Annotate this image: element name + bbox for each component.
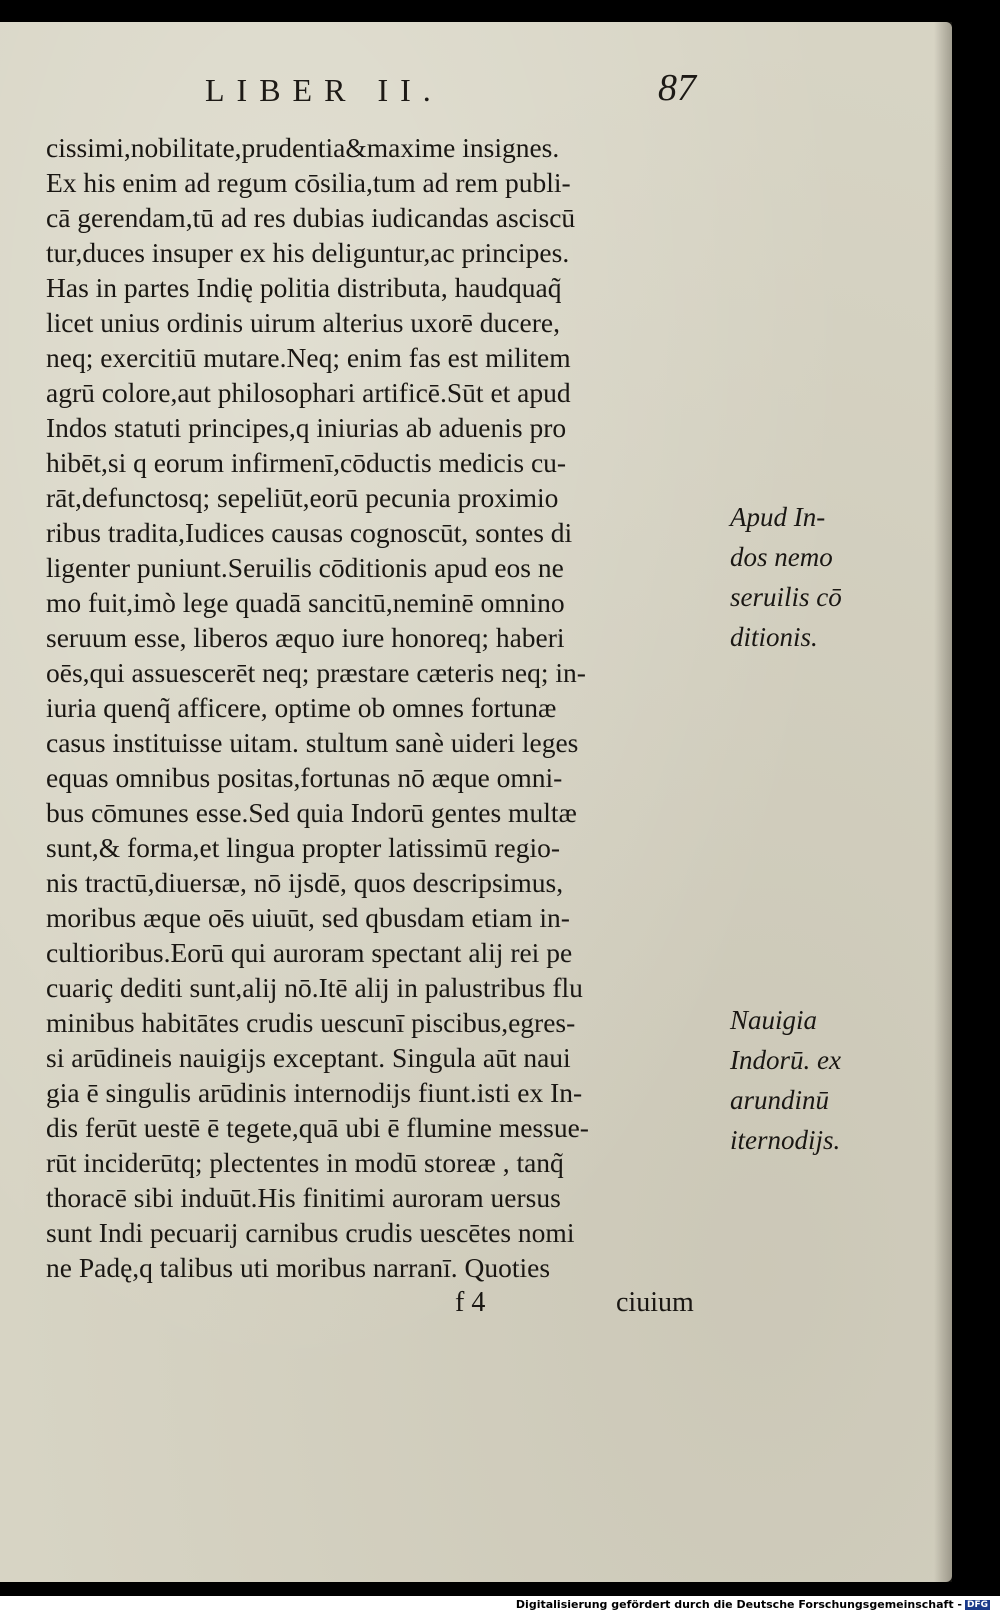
margin-note-line: Indorū. ex <box>730 1045 841 1075</box>
text-line: seruum esse, liberos æquo iure honoreq; haberi <box>46 622 565 653</box>
text-line: sunt,& forma,et lingua propter latissimū regio- <box>46 832 560 863</box>
margin-note-line: iternodijs. <box>730 1125 841 1155</box>
text-line: sunt Indi pecuarij carnibus crudis uescētes nomi <box>46 1217 575 1248</box>
text-line: cā gerendam,tū ad res dubias iudicandas asciscū <box>46 202 576 233</box>
text-line: rāt,defunctosq; sepeliūt,eorū pecunia proximio <box>46 482 559 513</box>
text-line: si arūdineis nauigijs exceptant. Singula aūt naui <box>46 1042 571 1073</box>
margin-note-line: seruilis cō <box>730 582 842 612</box>
text-line: ribus tradita,Iudices causas cognoscūt, sontes di <box>46 517 573 548</box>
text-line: dis ferūt uestē ē tegete,quā ubi ē flumine messue- <box>46 1112 589 1143</box>
text-line: Ex his enim ad regum cōsilia,tum ad rem publi- <box>46 167 571 198</box>
page-edge-shadow <box>934 22 952 1582</box>
folio-number: 87 <box>658 67 696 109</box>
text-line: Indos statuti principes,q iniurias ab aduenis pro <box>46 412 567 443</box>
text-line: oēs,qui assuescerēt neq; præstare cæteris neq; in- <box>46 657 586 688</box>
margin-note-line: dos nemo <box>730 542 833 572</box>
text-line: rūt inciderūtq; plectentes in modū storeæ , tanq̃ <box>46 1147 564 1178</box>
dfg-logo: DFG <box>966 1600 988 1610</box>
text-line: hibēt,si q eorum infirmenī,cōductis medicis cu- <box>46 447 567 478</box>
text-line: ne Padę,q talibus uti moribus narranī. Quoties <box>46 1252 551 1283</box>
text-line: agrū colore,aut philosophari artificē.Sūt et apud <box>46 377 571 408</box>
text-line: moribus æque oēs uiuūt, sed qbusdam etiam in- <box>46 902 570 933</box>
text-line: nis tractū,diuersæ, nō ijsdē, quos descripsimus, <box>46 867 564 898</box>
text-line: ligenter puniunt.Seruilis cōditionis apud eos ne <box>46 552 564 583</box>
margin-note-line: ditionis. <box>730 622 818 652</box>
margin-note-boats <box>730 1000 930 1160</box>
text-line: thoracē sibi induūt.His finitimi auroram uersus <box>46 1182 561 1213</box>
body-text <box>46 130 726 1285</box>
text-line: Has in partes Indię politia distributa, haudquaq̃ <box>46 272 562 303</box>
text-line: equas omnibus positas,fortunas nō æque omni- <box>46 762 563 793</box>
text-line: cissimi,nobilitate,prudentia&maxime insignes. <box>46 132 560 163</box>
text-line: cuariç dediti sunt,alij nō.Itē alij in palustribus flu <box>46 972 583 1003</box>
signature-mark: f 4 <box>455 1287 486 1318</box>
text-line: neq; exercitiū mutare.Neq; enim fas est militem <box>46 342 571 373</box>
text-line: iuria quenq̃ afficere, optime ob omnes fortunæ <box>46 692 557 723</box>
text-line: tur,duces insuper ex his deliguntur,ac principes. <box>46 237 570 268</box>
book-page <box>0 22 952 1582</box>
text-line: bus cōmunes esse.Sed quia Indorū gentes multæ <box>46 797 577 828</box>
text-line: licet unius ordinis uirum alterius uxorē ducere, <box>46 307 560 338</box>
catchword: ciuium <box>616 1287 694 1318</box>
margin-note-line: Nauigia <box>730 1005 818 1035</box>
text-line: minibus habitātes crudis uescunī piscibus,egres- <box>46 1007 576 1038</box>
margin-note-line: arundinū <box>730 1085 830 1115</box>
running-head: LIBER II. <box>205 72 443 108</box>
margin-note-servitude <box>730 497 930 657</box>
text-line: cultioribus.Eorū qui auroram spectant alij rei pe <box>46 937 573 968</box>
margin-note-line: Apud In- <box>730 502 826 532</box>
digitization-credit <box>512 1596 994 1612</box>
text-line: casus instituisse uitam. stultum sanè uideri leges <box>46 727 579 758</box>
text-line: gia ē singulis arūdinis internodijs fiunt.isti ex In- <box>46 1077 583 1108</box>
credit-text: Digitalisierung gefördert durch die Deutsche Forschungsgemeinschaft - <box>515 1598 962 1611</box>
text-line: mo fuit,imò lege quadā sancitū,neminē omnino <box>46 587 565 618</box>
